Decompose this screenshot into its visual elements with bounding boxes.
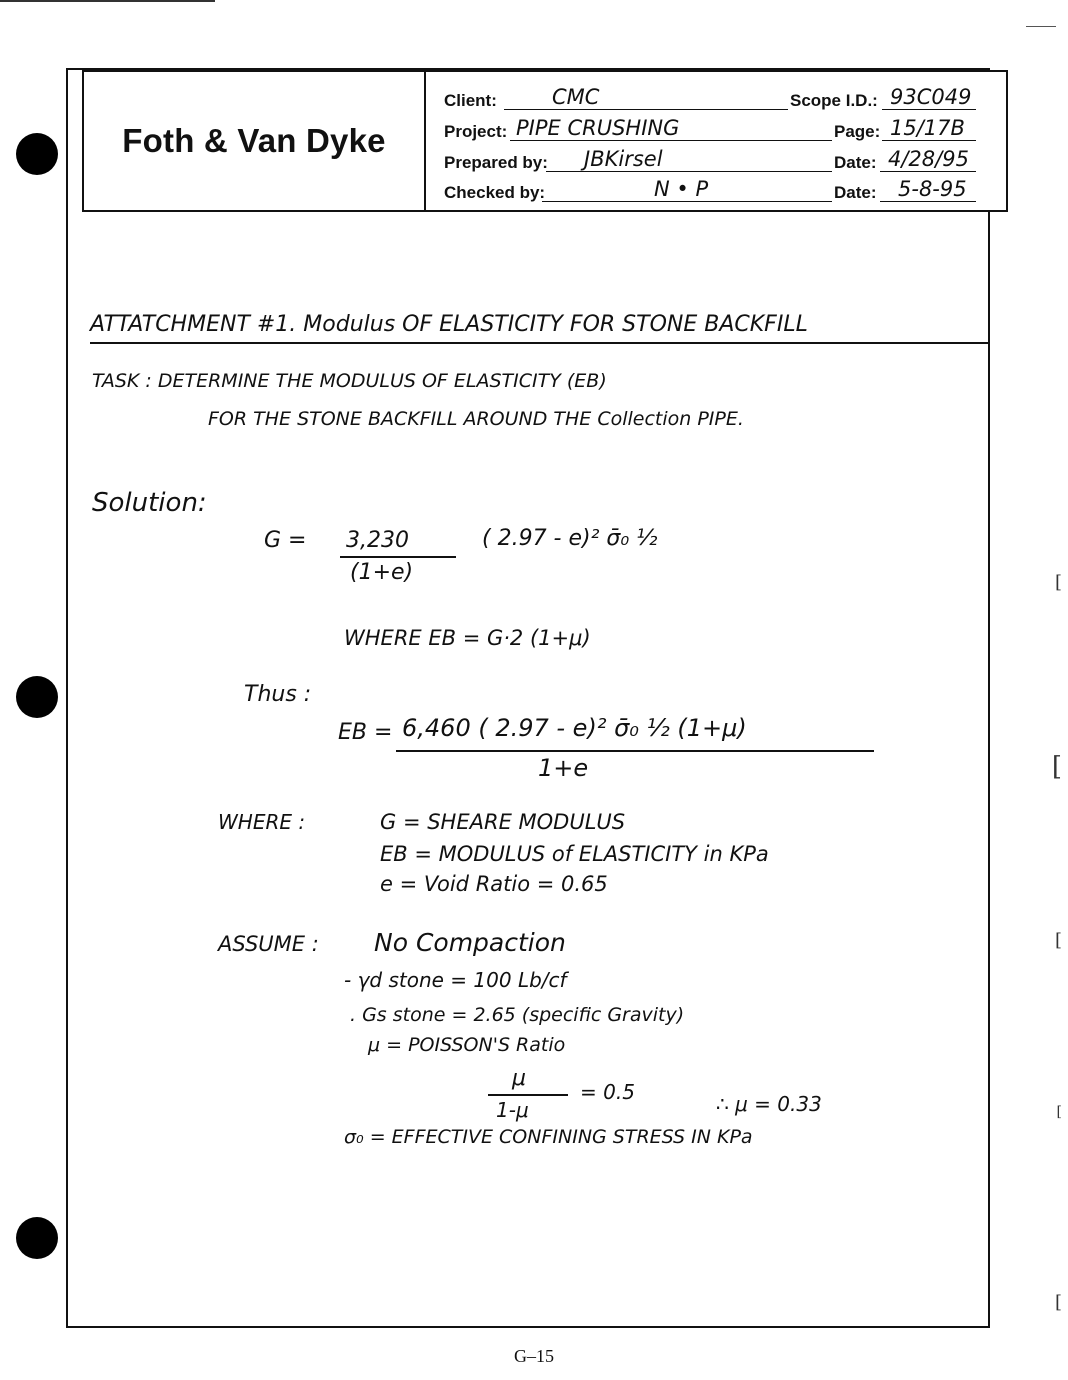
g-factor: ( 2.97 - e)² σ̄₀ ½ <box>482 526 658 551</box>
calculation-sheet <box>66 68 990 1328</box>
assume-specific-gravity: . Gs stone = 2.65 (specific Gravity) <box>350 1004 685 1026</box>
scope-label: Scope I.D.: <box>790 91 878 110</box>
client-underline <box>504 109 788 110</box>
prepared-date-label: Date: <box>834 153 877 172</box>
project-label: Project: <box>444 122 508 141</box>
company-name: Foth & Van Dyke <box>84 72 426 210</box>
edge-mark: [ <box>1051 752 1062 782</box>
scan-corner-mark <box>1026 26 1056 27</box>
prepared-signature: JBKirsel <box>584 147 663 171</box>
assume-no-compaction: No Compaction <box>374 928 566 957</box>
project-value: PIPE CRUSHING <box>516 116 680 140</box>
checked-label: Checked by: <box>444 183 546 202</box>
task-line-2: FOR THE STONE BACKFILL AROUND THE Collection PIPE. <box>208 408 744 430</box>
g-numerator: 3,230 <box>346 528 409 553</box>
checked-date-value: 5-8-95 <box>898 177 967 201</box>
mu-fraction-denominator: 1-μ <box>496 1098 529 1122</box>
project-row <box>444 115 984 145</box>
where-label: WHERE : <box>218 810 306 834</box>
mu-result: ∴ μ = 0.33 <box>716 1092 822 1116</box>
task-line-1: TASK : DETERMINE THE MODULUS OF ELASTICITY (EB) <box>92 370 607 392</box>
prepared-date-underline <box>880 171 976 172</box>
scope-value: 93C049 <box>890 85 972 109</box>
client-label: Client: <box>444 91 497 110</box>
checked-initials: N • P <box>654 177 709 201</box>
edge-mark: [ <box>1054 572 1062 593</box>
binder-hole-middle <box>16 676 58 718</box>
g-equation-lhs: G = <box>264 528 307 553</box>
eb-equation-lhs: EB = <box>338 720 393 745</box>
checked-underline <box>542 201 832 202</box>
g-denominator: (1+e) <box>350 560 414 585</box>
assume-poisson-ratio: μ = POISSON'S Ratio <box>368 1034 566 1056</box>
solution-label: Solution: <box>92 488 207 518</box>
title-block <box>82 70 1008 212</box>
client-value: CMC <box>552 85 600 109</box>
def-shear-modulus: G = SHEARE MODULUS <box>380 810 626 834</box>
page-value: 15/17B <box>890 116 965 140</box>
attachment-title: ATTATCHMENT #1. Modulus OF ELASTICITY FOR STONE BACKFILL <box>90 312 808 337</box>
def-modulus-elasticity: EB = MODULUS of ELASTICITY in KPa <box>380 842 769 866</box>
prepared-label: Prepared by: <box>444 153 548 172</box>
edge-mark: [ <box>1054 930 1062 951</box>
eb-fraction-bar <box>396 750 874 752</box>
edge-mark: [ <box>1056 1104 1062 1120</box>
def-void-ratio: e = Void Ratio = 0.65 <box>380 872 608 896</box>
edge-mark: [ <box>1054 1292 1062 1313</box>
page-footer-code: G–15 <box>514 1346 554 1366</box>
sigma-definition: σ₀ = EFFECTIVE CONFINING STRESS IN KPa <box>344 1126 753 1148</box>
scan-edge-line <box>0 0 215 2</box>
eb-denominator: 1+e <box>538 754 589 782</box>
page-label: Page: <box>834 122 881 141</box>
checked-date-label: Date: <box>834 183 877 202</box>
assume-unit-weight: - γd stone = 100 Lb/cf <box>344 968 567 992</box>
client-row <box>444 84 984 114</box>
scope-underline <box>882 109 976 110</box>
prepared-underline <box>546 171 832 172</box>
prepared-date-value: 4/28/95 <box>888 147 969 171</box>
binder-hole-top <box>16 133 58 175</box>
mu-equation-value: = 0.5 <box>580 1080 635 1104</box>
mu-fraction-bar <box>488 1094 568 1096</box>
eb-numerator: 6,460 ( 2.97 - e)² σ̄₀ ½ (1+μ) <box>402 714 747 742</box>
where-eb-definition: WHERE EB = G·2 (1+μ) <box>344 626 591 650</box>
mu-fraction-numerator: μ <box>512 1066 526 1091</box>
checked-date-underline <box>880 201 976 202</box>
binder-hole-bottom <box>16 1217 58 1259</box>
g-fraction-bar <box>340 556 456 558</box>
title-underline <box>90 342 988 344</box>
assume-label: ASSUME : <box>218 932 319 956</box>
project-underline <box>510 140 832 141</box>
checked-row <box>444 176 984 206</box>
thus-label: Thus : <box>244 682 312 707</box>
page-underline <box>882 140 976 141</box>
prepared-row <box>444 146 984 176</box>
